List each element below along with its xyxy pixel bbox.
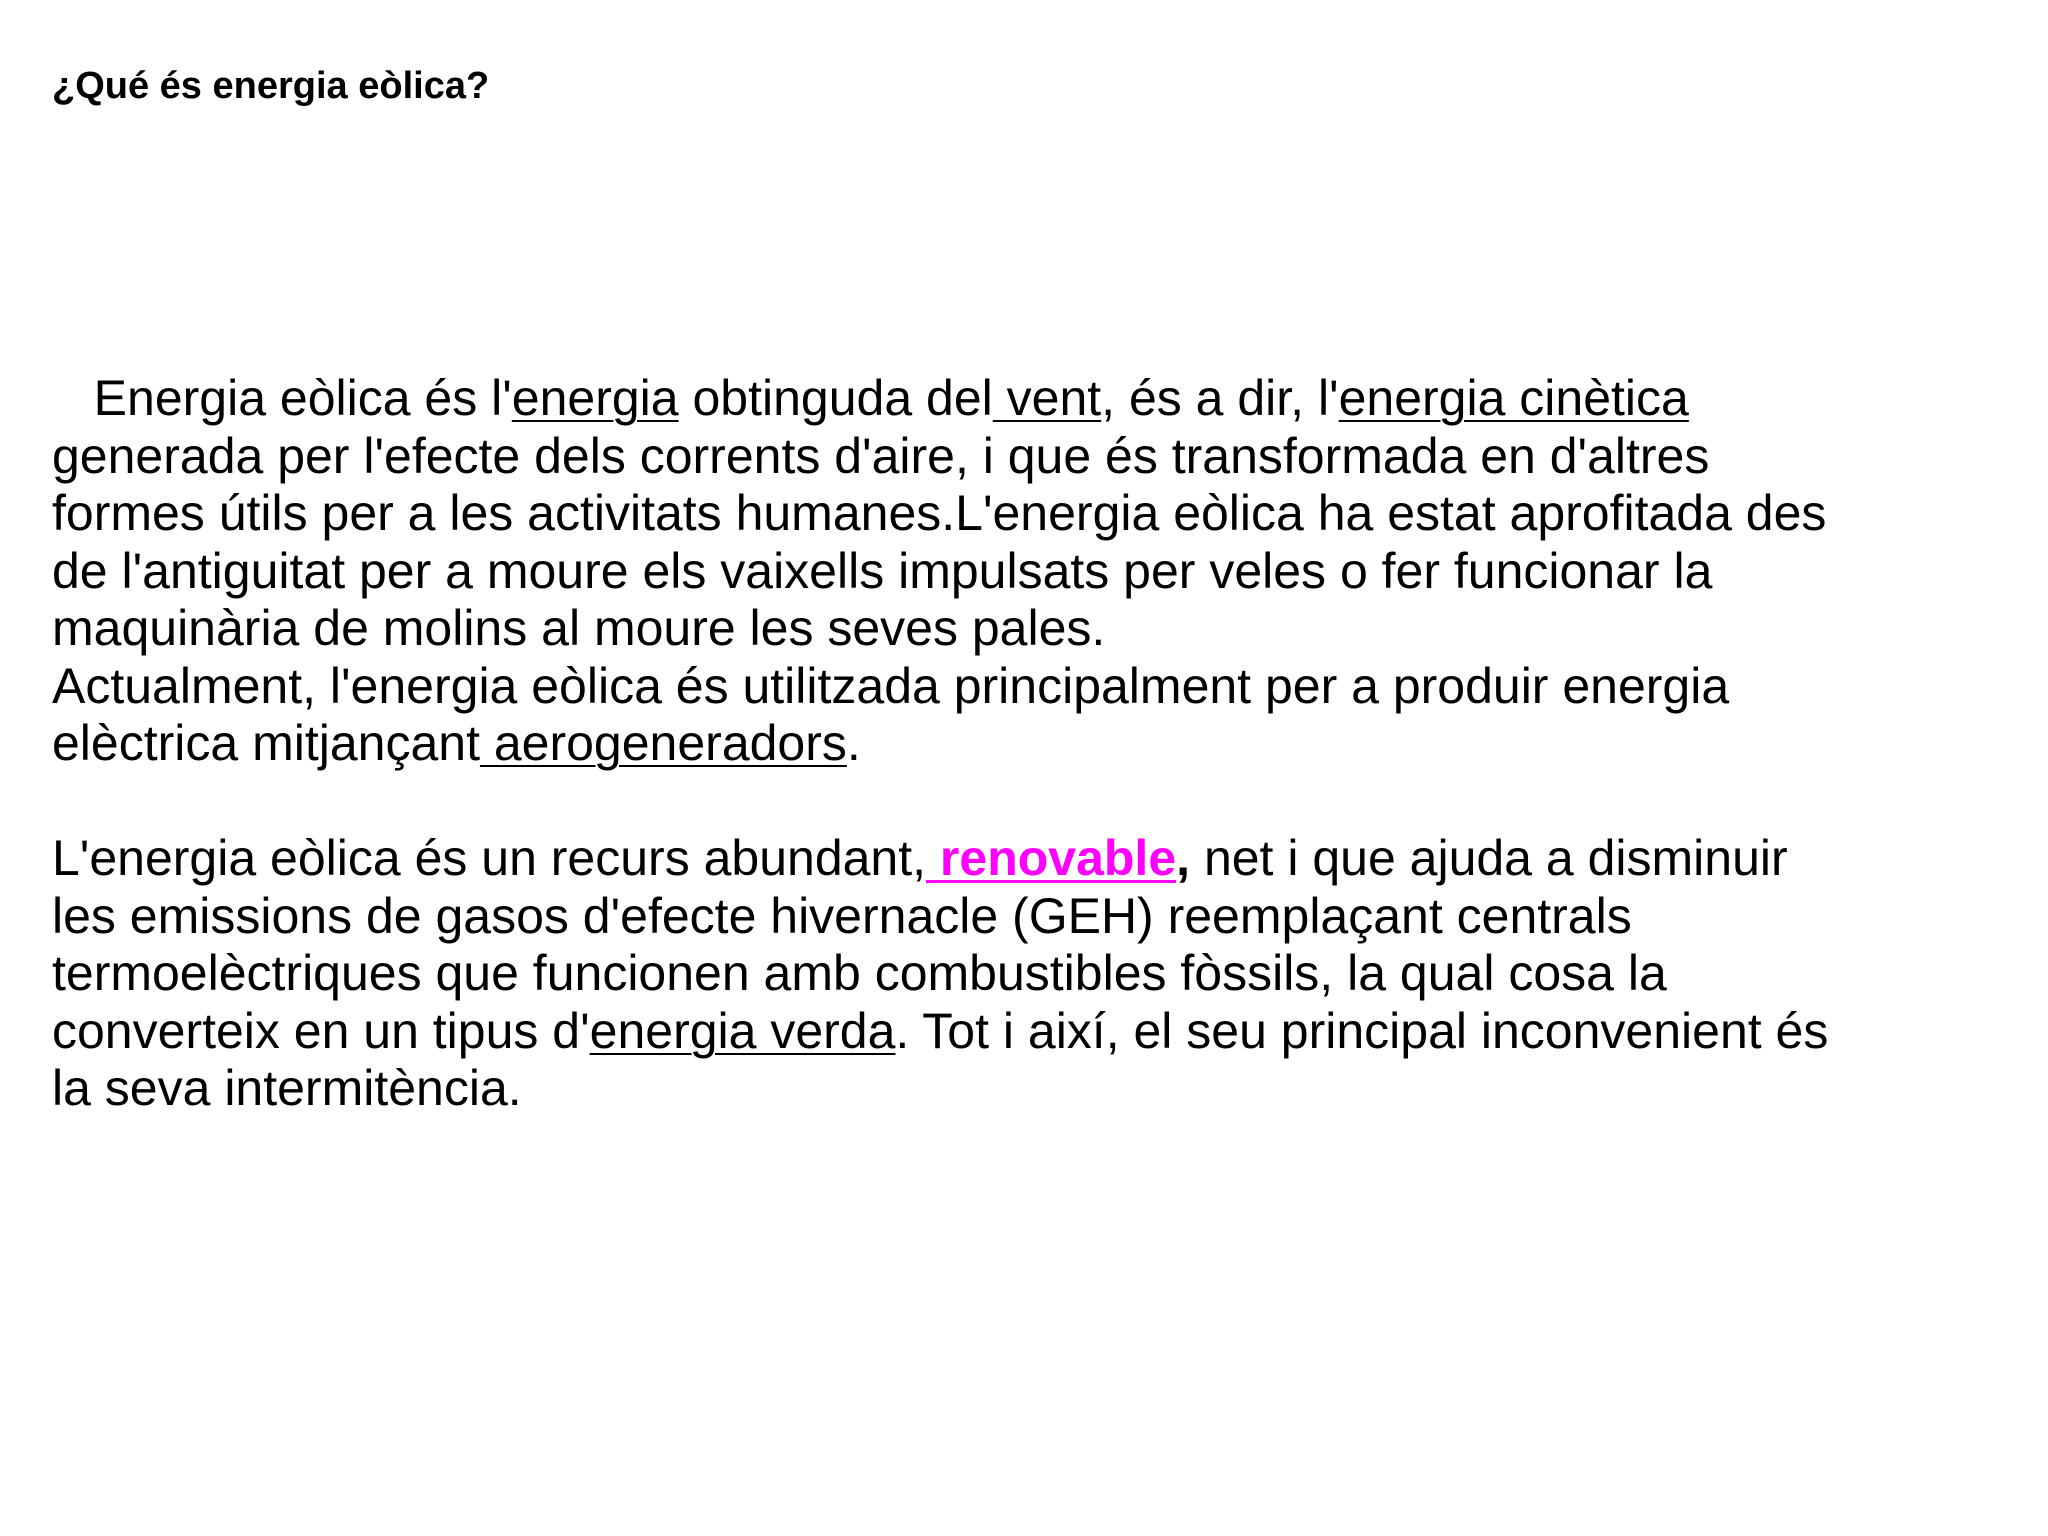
main-text [52, 370, 2012, 1118]
text-line: les emissions de gasos d'efecte hivernacle (GEH) reemplaçant centrals [52, 887, 1632, 944]
text-line [52, 1003, 2012, 1061]
link-vent[interactable]: vent [992, 370, 1102, 426]
text-run: , [1176, 830, 1191, 886]
link-renovable[interactable]: renovable [926, 830, 1177, 886]
text-line: Actualment, l'energia eòlica és utilitzada principalment per a produir energia [52, 657, 1730, 714]
text-run: obtinguda del [678, 370, 993, 426]
link-energia-cinetica[interactable]: energia cinètica [1338, 370, 1689, 426]
text-line: la seva intermitència. [52, 1060, 522, 1116]
text-line [52, 715, 2012, 773]
link-energia[interactable]: energia [511, 370, 679, 426]
text-run: . [846, 715, 861, 771]
text-line [52, 370, 2012, 428]
text-run: converteix en un tipus d' [52, 1002, 590, 1059]
text-run: Energia eòlica és l' [52, 370, 512, 426]
text-run: L'energia eòlica és un recurs abundant, [52, 830, 927, 886]
paragraph-advantages [52, 830, 2012, 1118]
link-aerogeneradors[interactable]: aerogeneradors [479, 715, 847, 771]
paragraph-definition [52, 370, 2012, 773]
text-line: formes útils per a les activitats humanes.L'energia eòlica ha estat aprofitada des [52, 485, 1827, 541]
text-run: net i que ajuda a disminuir [1190, 830, 1788, 886]
text-line: termoelèctriques que funcionen amb combustibles fòssils, la qual cosa la [52, 945, 1667, 1001]
page-title: ¿Qué és energia eòlica? [52, 65, 490, 107]
link-energia-verda[interactable]: energia verda [589, 1002, 896, 1059]
text-line [52, 830, 2012, 888]
text-line: maquinària de molins al moure les seves pales. [52, 600, 1106, 656]
paragraph-spacer [52, 773, 2012, 831]
text-run: . Tot i així, el seu principal inconvenient és [895, 1002, 1829, 1059]
text-line: de l'antiguitat per a moure els vaixells impulsats per veles o fer funcionar la [52, 542, 1713, 599]
text-run: elèctrica mitjançant [52, 715, 480, 771]
text-run: , és a dir, l' [1101, 370, 1339, 426]
text-line: generada per l'efecte dels corrents d'aire, i que és transformada en d'altres [52, 427, 1710, 484]
